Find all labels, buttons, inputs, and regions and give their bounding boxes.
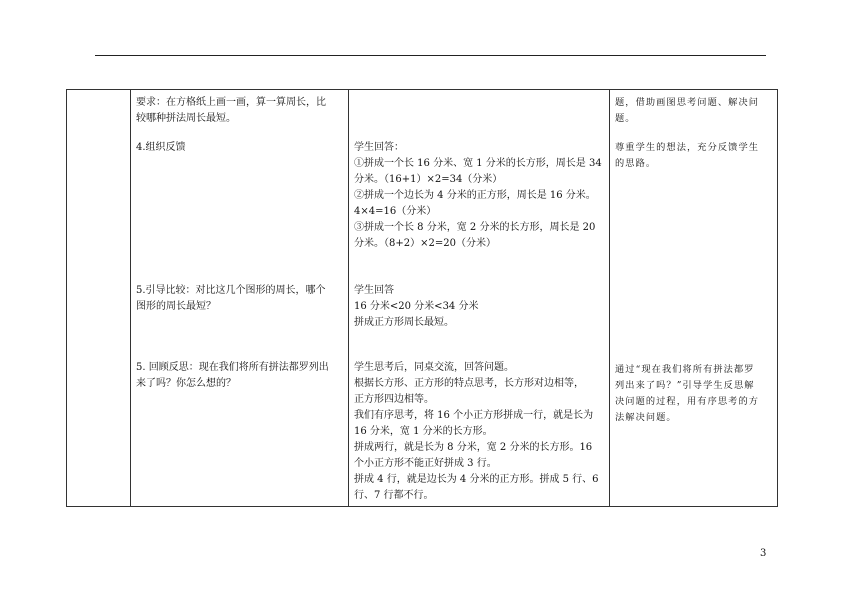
text-line: 5.引导比较：对比这几个图形的周长，哪个 (136, 285, 326, 296)
design-note-2 (615, 140, 775, 172)
text-line: ②拼成一个边长为 4 分米的正方形，周长是 16 分米。 (354, 190, 596, 201)
text-line: 4.组织反馈 (136, 142, 186, 153)
text-line: 列出来了吗？”引导学生反思解 (615, 380, 755, 391)
text-line: 决问题的过程，用有序思考的方 (615, 396, 760, 407)
text-line: 图形的周长最短？ (136, 301, 216, 312)
text-line: 根据长方形、正方形的特点思考，长方形对边相等， (354, 378, 584, 389)
text-line: 法解决问题。 (615, 412, 677, 423)
column-divider (609, 90, 610, 506)
student-response-5-compare (354, 283, 608, 331)
teacher-step-5-compare (136, 283, 348, 315)
column-divider (348, 90, 349, 506)
teacher-requirement (136, 95, 348, 127)
text-line: 通过“现在我们将所有拼法都罗 (615, 364, 755, 375)
text-line: ①拼成一个长 16 分米、宽 1 分米的长方形，周长是 34 (354, 158, 602, 169)
text-line: 行、7 行都不行。 (354, 490, 434, 501)
teacher-step-5-review (136, 360, 348, 392)
text-line: 要求：在方格纸上画一画，算一算周长，比 (136, 97, 326, 108)
text-line: 拼成两行，就是长为 8 分米，宽 2 分米的长方形。16 (354, 442, 593, 453)
text-line: 题。 (615, 113, 636, 124)
student-response-4 (354, 140, 608, 252)
text-line: 我们有序思考，将 16 个小正方形拼成一行，就是长为 (354, 410, 594, 421)
text-line: 5. 回顾反思：现在我们将所有拼法都罗列出 (136, 362, 329, 373)
text-line: 拼成 4 行，就是边长为 4 分米的正方形。拼成 5 行、6 (354, 474, 599, 485)
page-number: 3 (760, 548, 767, 559)
student-response-5-review (354, 360, 608, 504)
text-line: 来了吗？你怎么想的？ (136, 378, 236, 389)
design-note-3 (615, 362, 775, 426)
text-line: 16 分米<20 分米<34 分米 (354, 301, 479, 312)
text-line: 尊重学生的想法，充分反馈学生 (615, 142, 760, 153)
text-line: 学生思考后，同桌交流，回答问题。 (354, 362, 514, 373)
text-line: 学生回答 (354, 285, 394, 296)
text-line: 题，借助画图思考问题、解决问 (615, 97, 760, 108)
design-note-1 (615, 95, 775, 127)
text-line: 的思路。 (615, 158, 657, 169)
text-line: ③拼成一个长 8 分米，宽 2 分米的长方形，周长是 20 (354, 222, 596, 233)
header-rule (95, 55, 766, 56)
text-line: 较哪种拼法周长最短。 (136, 113, 236, 124)
text-line: 个小正方形不能正好拼成 3 行。 (354, 458, 497, 469)
teacher-step-4 (136, 140, 348, 156)
text-line: 学生回答： (354, 142, 404, 153)
text-line: 16 分米，宽 1 分米的长方形。 (354, 426, 493, 437)
lesson-table (66, 89, 778, 507)
text-line: 正方形四边相等。 (354, 394, 434, 405)
column-divider (130, 90, 131, 506)
text-line: 4×4=16（分米） (354, 206, 437, 217)
text-line: 分米。（8+2）×2=20（分米） (354, 238, 496, 249)
text-line: 拼成正方形周长最短。 (354, 317, 454, 328)
text-line: 分米。（16+1）×2=34（分米） (354, 174, 503, 185)
